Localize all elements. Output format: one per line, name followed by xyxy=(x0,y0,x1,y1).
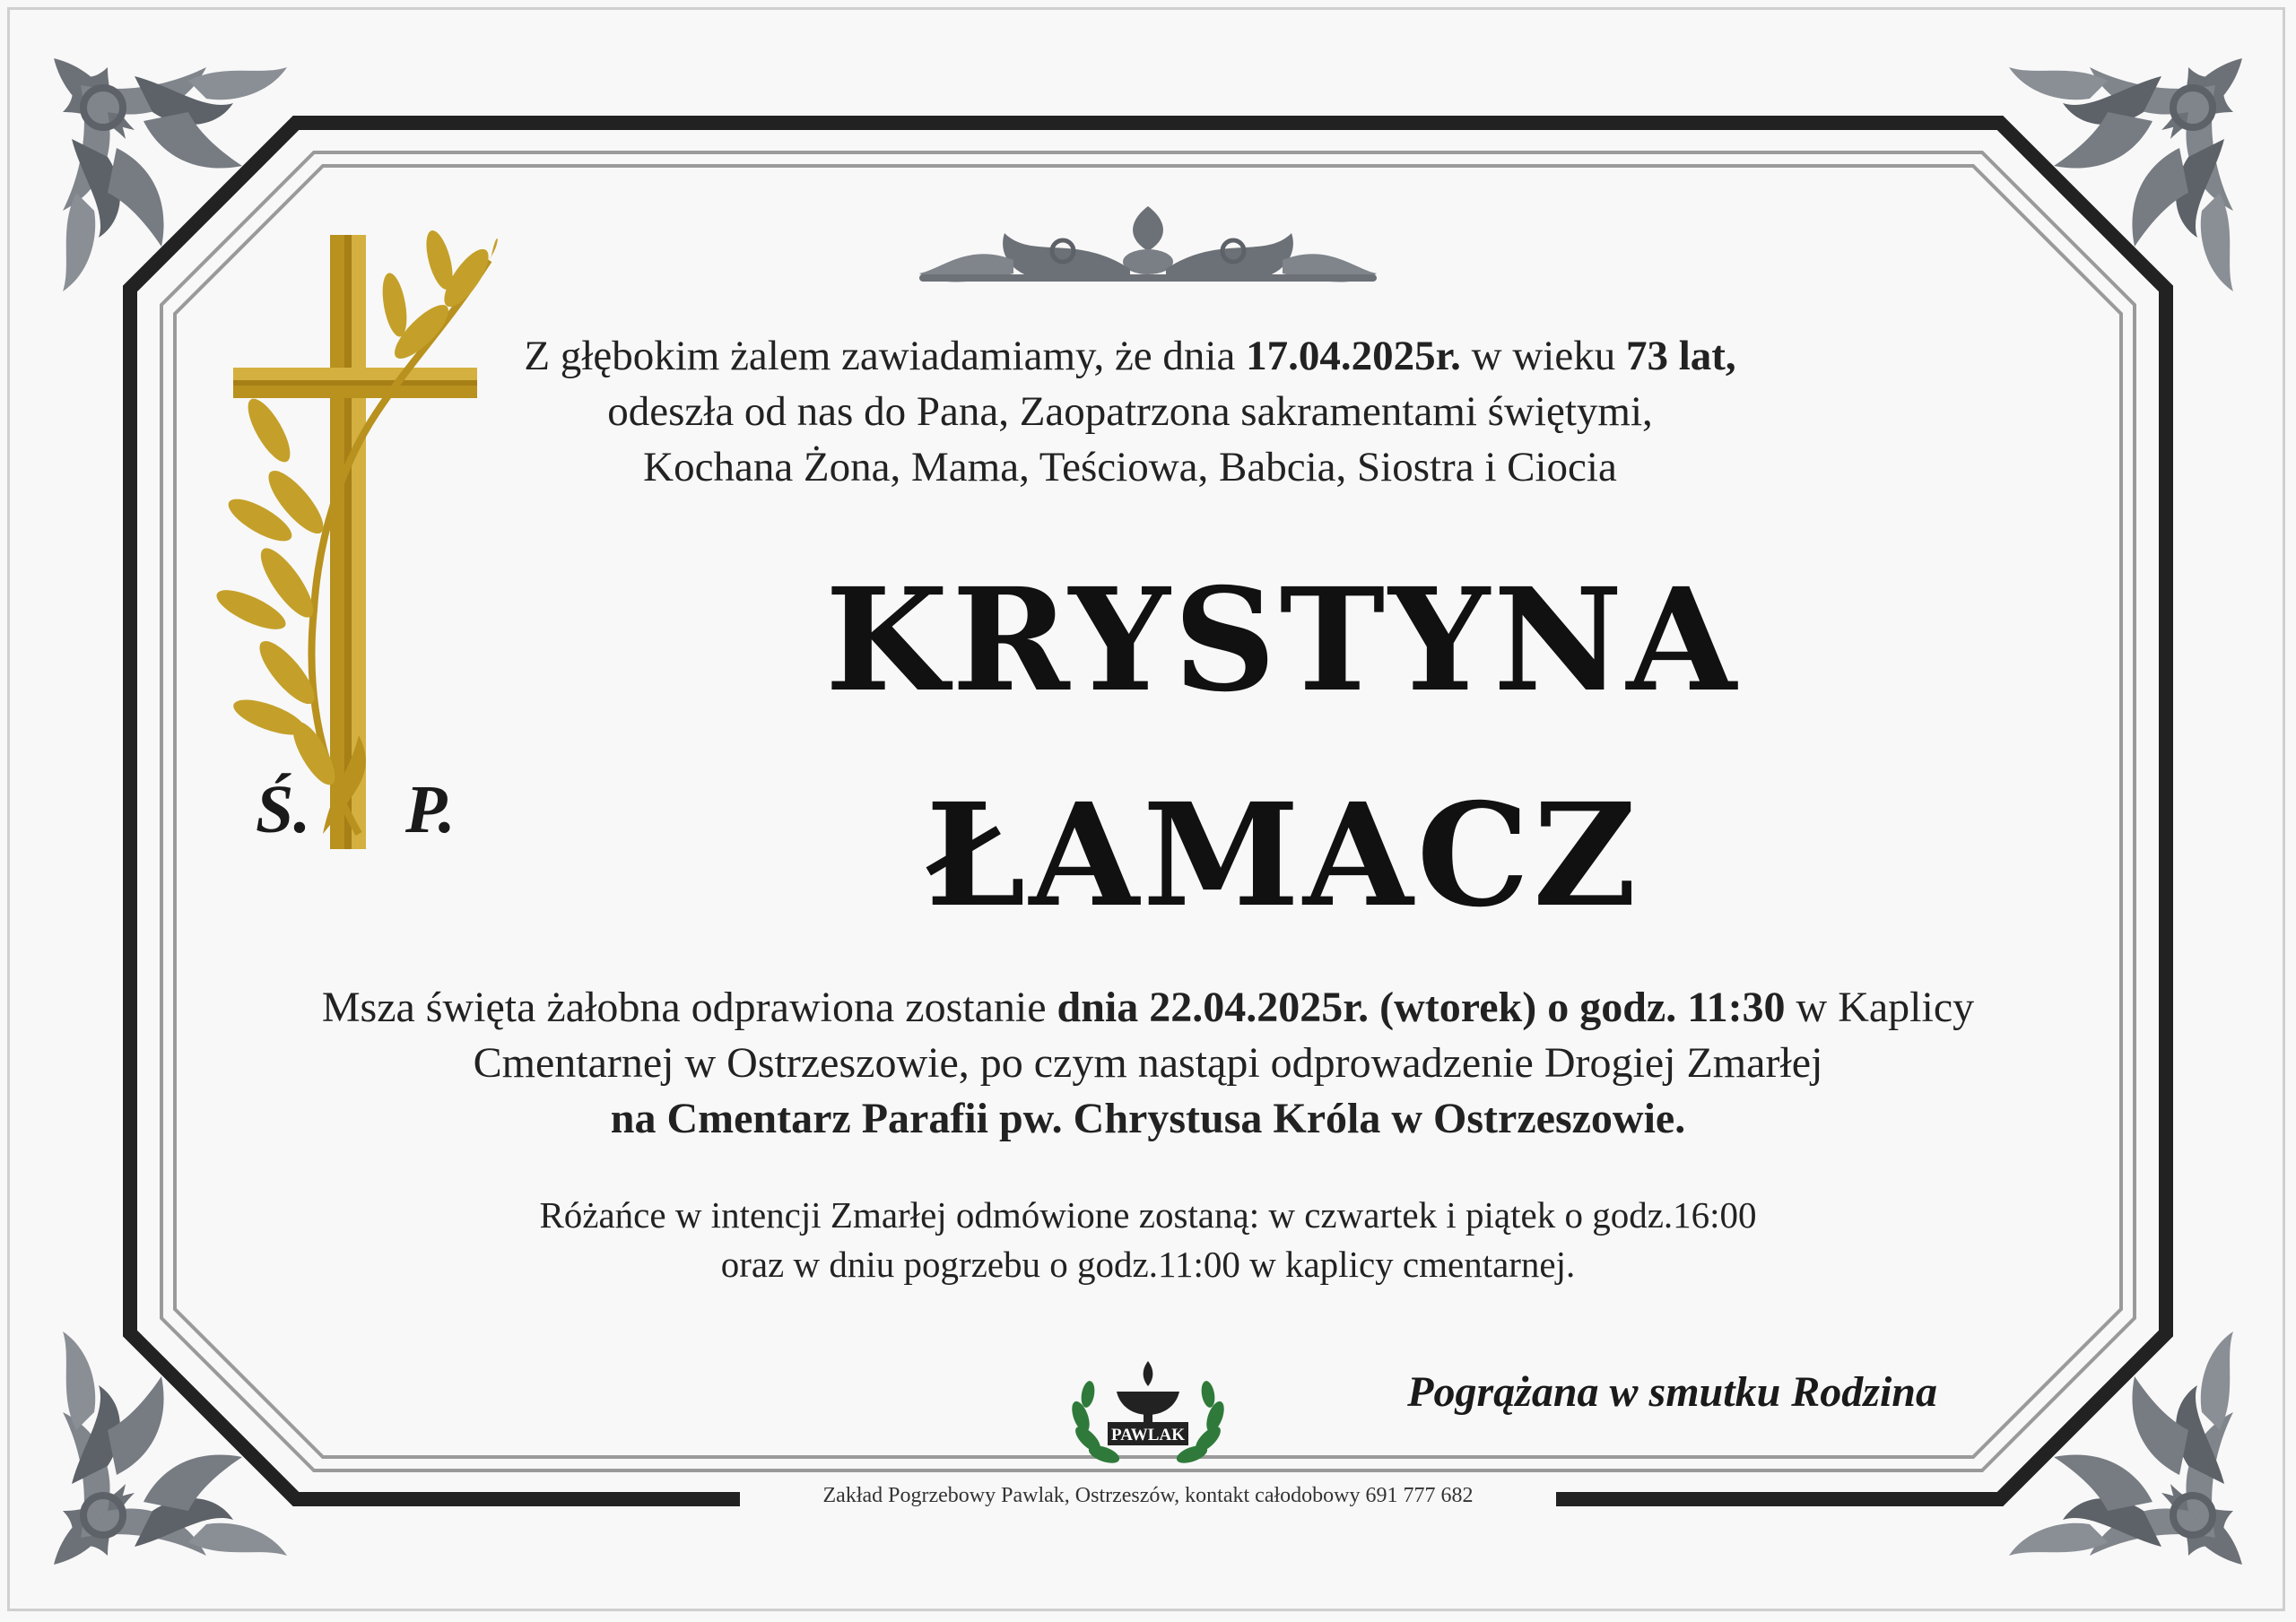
age: 73 lat, xyxy=(1625,333,1736,379)
cemetery-name: na Cmentarz Parafii pw. Chrystusa Króla w Ostrzeszowie. xyxy=(610,1095,1686,1142)
mass-line-1 xyxy=(215,980,2081,1036)
mass-datetime: dnia 22.04.2025r. (wtorek) o godz. 11:30 xyxy=(1057,984,1786,1031)
family-signature: Pogrążana w smutku Rodzina xyxy=(1407,1368,1937,1416)
deceased-last-name: ŁAMACZ xyxy=(925,773,1640,939)
mass-info xyxy=(215,980,2081,1147)
mass-line-3 xyxy=(215,1091,2081,1147)
top-center-ornament xyxy=(919,206,1377,282)
rosary-line-1: Różańce w intencji Zmarłej odmówione zostaną: w czwartek i piątek o godz.16:00 xyxy=(539,1194,1757,1236)
rosary-line-2: oraz w dniu pogrzebu o godz.11:00 w kaplicy cmentarnej. xyxy=(720,1244,1576,1285)
intro-line-1-a: Z głębokim żalem zawiadamiamy, że dnia xyxy=(524,333,1247,379)
p-letter-mark: P. xyxy=(405,772,456,847)
rosary-info xyxy=(359,1191,1937,1289)
funeral-home-logo-icon xyxy=(1061,1354,1235,1474)
intro-text xyxy=(466,328,1794,495)
deceased-first-name: KRYSTYNA xyxy=(824,558,1741,724)
intro-line-1 xyxy=(466,328,1794,384)
intro-line-3: Kochana Żona, Mama, Teściowa, Babcia, Siostra i Ciocia xyxy=(643,444,1617,490)
s-letter-mark: Ś. xyxy=(256,772,311,847)
intro-line-1-b: w wieku xyxy=(1460,333,1626,379)
intro-line-2: odeszła od nas do Pana, Zaopatrzona sakramentami świętymi, xyxy=(607,388,1653,435)
footer-contact: Zakład Pogrzebowy Pawlak, Ostrzeszów, kontakt całodobowy 691 777 682 xyxy=(740,1479,1556,1512)
mass-line-1-b: w Kaplicy xyxy=(1785,984,1975,1031)
mass-line-1-a: Msza święta żałobna odprawiona zostanie xyxy=(321,984,1057,1031)
death-date: 17.04.2025r. xyxy=(1246,333,1461,379)
logo-text: PAWLAK xyxy=(1111,1426,1185,1444)
mass-line-2: Cmentarnej w Ostrzeszowie, po czym nastąpi odprowadzenie Drogiej Zmarłej xyxy=(473,1039,1823,1087)
